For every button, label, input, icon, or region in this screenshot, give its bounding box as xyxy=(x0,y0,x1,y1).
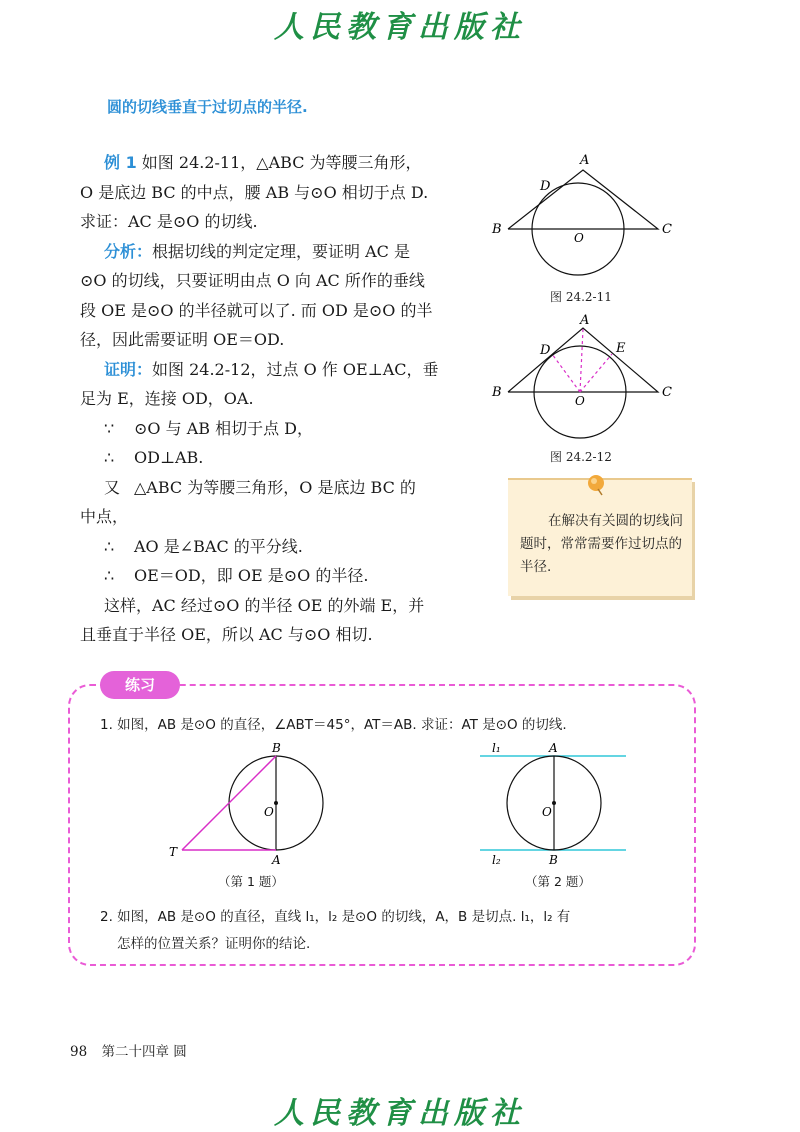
proof-line: 足为 E，连接 OD，OA. xyxy=(80,389,254,408)
caption-question-1: （第 1 题） xyxy=(218,874,284,889)
proof-line xyxy=(80,532,480,562)
theorem-statement: 圆的切线垂直于过切点的半径. xyxy=(107,98,308,116)
figure-24-2-11 xyxy=(490,150,690,300)
example-line xyxy=(80,148,480,178)
proof-line: 这样，AC 经过⊙O 的半径 OE 的外端 E，并 xyxy=(104,595,425,615)
label-b: B xyxy=(492,222,502,237)
example-body xyxy=(80,148,480,650)
triangle-abc xyxy=(508,170,658,229)
label-a: A xyxy=(580,313,590,328)
tip-text xyxy=(520,510,688,579)
therefore-symbol: ∴ xyxy=(104,566,115,585)
analysis-label: 分析： xyxy=(104,241,153,261)
center-point xyxy=(552,801,556,805)
practice-tag: 练习 xyxy=(100,671,180,699)
proof-line-text: △ABC 为等腰三角形，O 是底边 BC 的 xyxy=(134,477,416,497)
figure-question-2 xyxy=(478,738,638,864)
label-b: B xyxy=(549,853,558,864)
proof-line xyxy=(80,561,480,591)
caption-fig-11: 图 24.2-11 xyxy=(550,290,612,304)
proof-line-text: ⊙O 与 AB 相切于点 D， xyxy=(134,418,314,438)
publisher-logo-top: 人民教育出版社 xyxy=(274,10,526,45)
label-c: C xyxy=(662,222,672,237)
label-a: A xyxy=(272,853,281,864)
page-footer xyxy=(70,1040,187,1060)
label-l2: l₂ xyxy=(492,853,501,864)
example-line-text: 如图 24.2-11，△ABC 为等腰三角形， xyxy=(136,153,422,172)
center-point xyxy=(274,801,278,805)
analysis-line: ⊙O 的切线，只要证明由点 O 向 AC 所作的垂线 xyxy=(80,271,425,290)
publisher-logo-bottom: 人民教育出版社 xyxy=(274,1096,526,1131)
proof-line xyxy=(80,355,480,385)
caption-fig-12: 图 24.2-12 xyxy=(550,450,612,464)
label-d: D xyxy=(540,343,551,358)
practice-question-1: 1. 如图，AB 是⊙O 的直径，∠ABT＝45°，AT＝AB. 求证：AT 是⊙O 的切线. xyxy=(100,717,567,733)
proof-line xyxy=(80,473,480,503)
proof-line-text: OD⊥AB. xyxy=(134,448,204,467)
label-b: B xyxy=(492,385,502,400)
label-l1: l₁ xyxy=(492,741,501,755)
analysis-line: 段 OE 是⊙O 的半径就可以了. 而 OD 是⊙O 的半 xyxy=(80,300,433,320)
segment-oe xyxy=(580,354,612,392)
segment-oa xyxy=(580,329,583,392)
pushpin-icon xyxy=(584,470,610,496)
example-line: O 是底边 BC 的中点，腰 AB 与⊙O 相切于点 D. xyxy=(80,182,429,202)
caption-question-2: （第 2 题） xyxy=(525,874,591,889)
figure-question-1 xyxy=(160,738,340,864)
label-a: A xyxy=(580,153,590,168)
example-label: 例 1 xyxy=(104,153,137,172)
segment-od xyxy=(552,354,580,392)
proof-line-text: AO 是∠BAC 的平分线. xyxy=(134,536,303,556)
label-o: O xyxy=(575,394,585,408)
analysis-line: 径，因此需要证明 OE＝OD. xyxy=(80,330,285,349)
label-o: O xyxy=(574,231,584,245)
analysis-line-text: 根据切线的判定定理，要证明 AC 是 xyxy=(152,241,410,261)
segment-bt xyxy=(182,756,276,850)
chapter-title: 第二十四章 圆 xyxy=(101,1044,187,1060)
proof-line: 且垂直于半径 OE，所以 AC 与⊙O 相切. xyxy=(80,625,373,644)
label-b: B xyxy=(272,741,281,755)
label-c: C xyxy=(662,385,672,400)
page-number: 98 xyxy=(70,1044,88,1060)
label-e: E xyxy=(616,341,626,356)
therefore-symbol: ∴ xyxy=(104,536,115,556)
example-line: 求证：AC 是⊙O 的切线. xyxy=(80,212,258,231)
practice-question-2-line-2: 怎样的位置关系？证明你的结论. xyxy=(117,936,311,952)
label-o: O xyxy=(542,805,552,819)
proof-line-text: OE＝OD，即 OE 是⊙O 的半径. xyxy=(134,566,369,585)
practice-question-2-line-1: 2. 如图，AB 是⊙O 的直径，直线 l₁，l₂ 是⊙O 的切线，A，B 是切点. l₁，l₂ 有 xyxy=(100,909,571,925)
tip-content: 在解决有关圆的切线问题时，常常需要作过切点的半径. xyxy=(520,513,683,575)
figure-24-2-12 xyxy=(490,312,690,447)
label-o: O xyxy=(264,805,274,819)
proof-line-text: 如图 24.2-12，过点 O 作 OE⊥AC，垂 xyxy=(152,359,439,379)
proof-line: 中点， xyxy=(80,507,129,526)
because-symbol: ∵ xyxy=(104,418,115,438)
proof-label: 证明： xyxy=(104,359,153,379)
label-t: T xyxy=(169,845,178,859)
label-d: D xyxy=(540,179,551,194)
therefore-symbol: ∴ xyxy=(104,448,115,467)
also-symbol: 又 xyxy=(104,477,121,497)
proof-line xyxy=(80,443,480,473)
proof-line xyxy=(80,414,480,444)
label-a: A xyxy=(549,741,558,755)
analysis-line xyxy=(80,237,480,267)
